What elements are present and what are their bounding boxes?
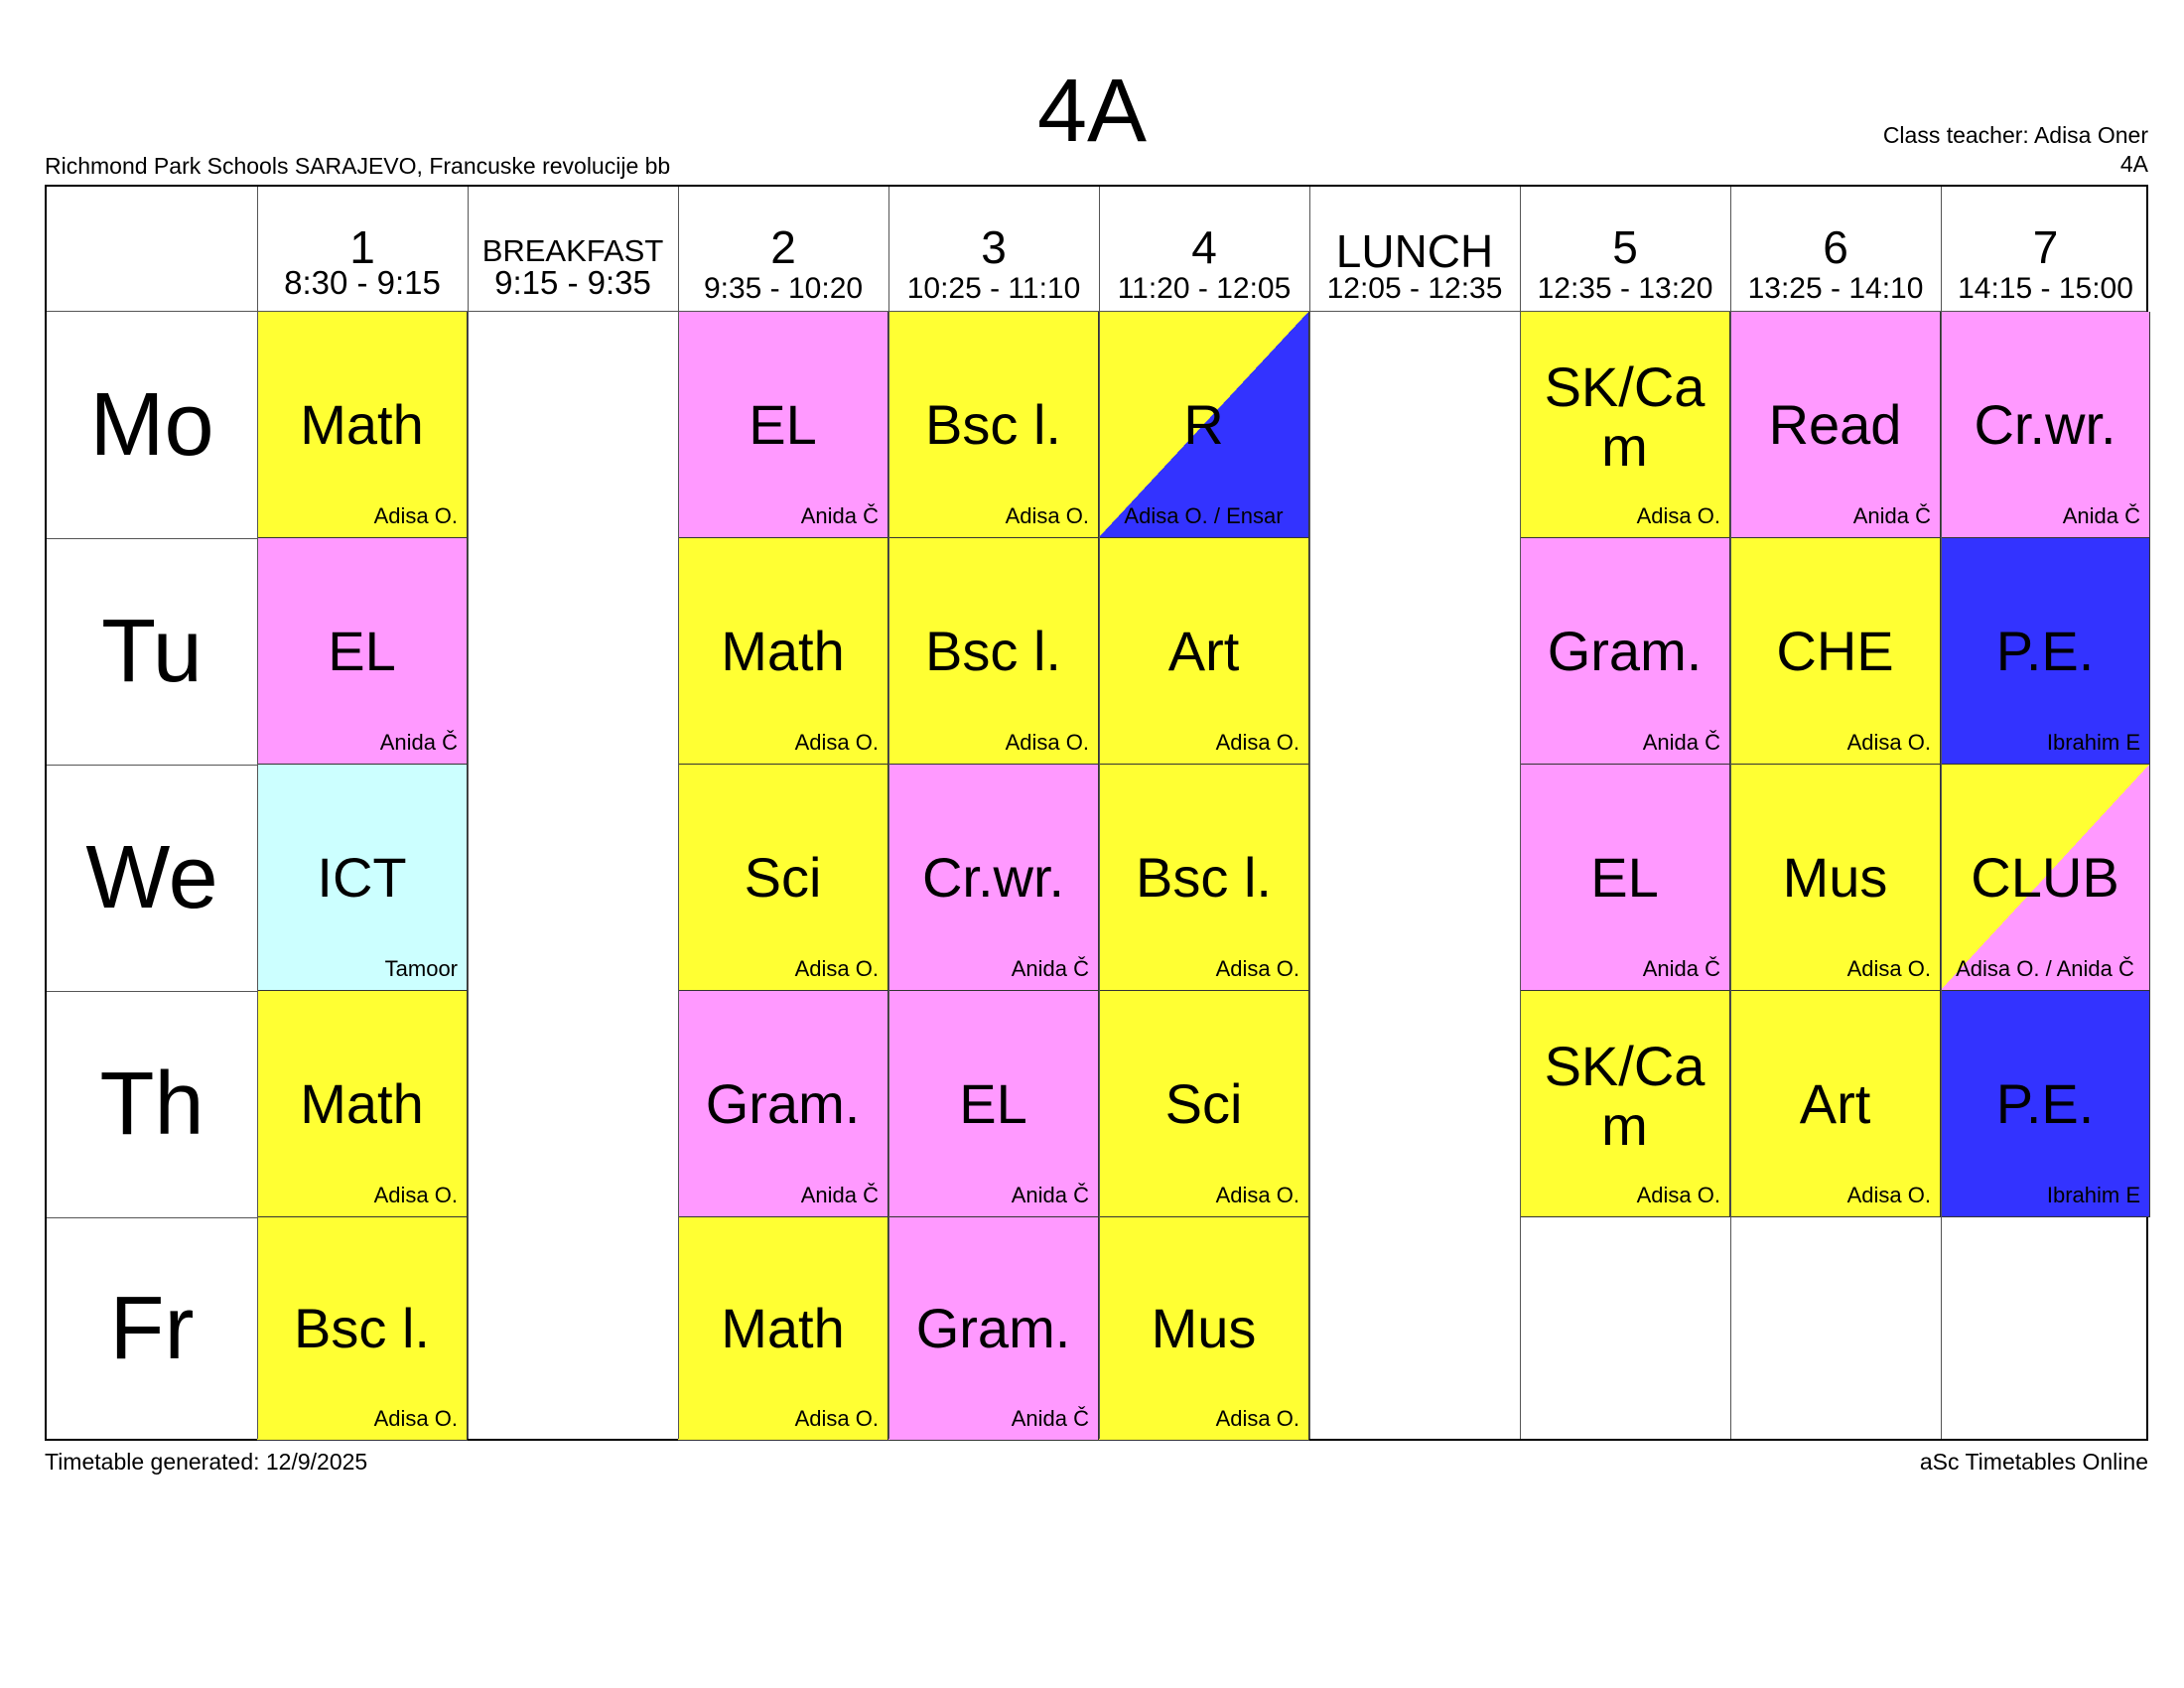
lesson-teacher: Anida Č [2062, 503, 2140, 528]
row-divider [47, 538, 257, 539]
lesson-teacher: Adisa O. [1636, 503, 1720, 528]
day-label-th: Th [99, 1054, 205, 1154]
lesson-subject: Sci [1164, 1071, 1243, 1135]
lesson-card[interactable] [1730, 991, 1941, 1217]
period-number: BREAKFAST [481, 233, 664, 268]
lesson-subject: EL [959, 1071, 1027, 1135]
lesson-teacher: Adisa O. [373, 1183, 458, 1207]
period-header-6 [1730, 187, 1941, 311]
row-divider [47, 991, 257, 992]
lesson-subject: Bsc l. [1136, 845, 1272, 909]
lesson-card[interactable] [257, 538, 468, 765]
lesson-teacher: Adisa O. [373, 1406, 458, 1431]
lesson-card[interactable] [678, 1217, 888, 1441]
lesson-teacher: Anida Č [800, 503, 879, 528]
lesson-card[interactable] [1941, 991, 2150, 1217]
lesson-teacher: Adisa O. [1005, 730, 1089, 755]
lesson-card[interactable] [1520, 765, 1730, 991]
period-header-2 [678, 187, 888, 311]
lesson-teacher: Adisa O. [794, 956, 879, 981]
lesson-card[interactable] [1099, 538, 1309, 765]
class-teacher: Class teacher: Adisa Oner [1882, 122, 2148, 148]
lesson-teacher: Adisa O. [1846, 956, 1931, 981]
lesson-subject: Math [721, 1297, 845, 1359]
lesson-teacher: Adisa O. [1215, 1183, 1299, 1207]
period-number: 3 [981, 221, 1007, 273]
lesson-teacher: Anida Č [1642, 730, 1720, 755]
day-label-we: We [85, 827, 218, 927]
lesson-teacher: Anida Č [1011, 1183, 1089, 1207]
header-divider [47, 311, 2146, 312]
lesson-subject: SK/Ca m [1544, 354, 1706, 478]
lesson-card[interactable] [1730, 312, 1941, 538]
lesson-card[interactable] [257, 991, 468, 1217]
period-header-3 [888, 187, 1099, 311]
lesson-subject: Read [1768, 392, 1902, 456]
period-time: 9:15 - 9:35 [494, 264, 651, 301]
period-number: 2 [770, 221, 796, 273]
column-divider [1099, 187, 1100, 1439]
period-number: LUNCH [1335, 225, 1494, 277]
lesson-teacher: Adisa O. [794, 730, 879, 755]
lesson-subject: Bsc l. [925, 392, 1061, 456]
period-header-breakfast [468, 187, 678, 311]
lesson-teacher: Adisa O. [1215, 956, 1299, 981]
lesson-card-split[interactable] [1941, 765, 2150, 991]
class-teacher-info [1883, 121, 2148, 179]
column-divider [1309, 187, 1310, 1439]
period-number: 4 [1191, 221, 1217, 273]
lesson-teacher: Anida Č [1852, 503, 1931, 528]
day-label-tu: Tu [101, 601, 203, 701]
lesson-subject: Math [721, 619, 845, 682]
lesson-teacher: Anida Č [800, 1183, 879, 1207]
lesson-teacher: Adisa O. [794, 1406, 879, 1431]
period-time: 12:05 - 12:35 [1326, 272, 1503, 305]
lesson-teacher: Adisa O. [1215, 730, 1299, 755]
lesson-teacher: Adisa O. [373, 503, 458, 528]
lesson-card[interactable] [257, 765, 468, 991]
lesson-subject: CHE [1776, 619, 1894, 682]
lesson-subject: ICT [317, 845, 407, 909]
lesson-card[interactable] [678, 312, 888, 538]
lesson-card[interactable] [888, 538, 1099, 765]
lesson-subject: Cr.wr. [921, 845, 1065, 909]
column-divider [1520, 187, 1521, 1439]
period-number: 7 [2032, 221, 2059, 273]
lesson-teacher: Tamoor [384, 956, 458, 981]
period-header-lunch [1309, 187, 1520, 311]
class-title: 4A [1036, 62, 1148, 161]
lesson-card[interactable] [678, 538, 888, 765]
lesson-teacher: Adisa O. / Ensar [1124, 503, 1284, 528]
lesson-teacher: Ibrahim E [2046, 730, 2140, 755]
lesson-subject: R [1183, 392, 1224, 456]
column-divider [1730, 187, 1731, 1439]
lesson-subject: EL [328, 619, 396, 682]
column-divider [1941, 187, 1942, 1439]
lesson-teacher: Adisa O. / Anida Č [1956, 956, 2134, 981]
period-header-4 [1099, 187, 1309, 311]
day-label-fr: Fr [109, 1279, 195, 1378]
generated-date: Timetable generated: 12/9/2025 [45, 1449, 368, 1475]
period-time: 14:15 - 15:00 [1958, 272, 2133, 305]
column-divider [468, 187, 469, 1439]
lesson-card[interactable] [888, 1217, 1099, 1441]
lesson-teacher: Adisa O. [1215, 1406, 1299, 1431]
lesson-subject: P.E. [1995, 619, 2095, 682]
lesson-teacher: Anida Č [1011, 956, 1089, 981]
lesson-subject: P.E. [1995, 1071, 2095, 1135]
lesson-teacher: Anida Č [1642, 956, 1720, 981]
lesson-card[interactable] [1730, 765, 1941, 991]
lesson-subject: Gram. [1547, 619, 1703, 682]
class-name: 4A [2119, 151, 2148, 177]
column-divider [888, 187, 889, 1439]
lesson-card[interactable] [1730, 538, 1941, 765]
lesson-card[interactable] [1099, 991, 1309, 1217]
lesson-card[interactable] [1520, 538, 1730, 765]
lesson-teacher: Adisa O. [1846, 1183, 1931, 1207]
lesson-subject: Art [1167, 619, 1240, 682]
lesson-card[interactable] [1099, 765, 1309, 991]
period-number: 1 [349, 221, 375, 273]
row-divider [47, 765, 257, 766]
column-divider [257, 187, 258, 1439]
lesson-subject: Mus [1151, 1297, 1257, 1359]
lesson-card[interactable] [257, 1217, 468, 1441]
lesson-teacher: Adisa O. [1005, 503, 1089, 528]
lesson-card-split[interactable] [1099, 312, 1309, 538]
lesson-card[interactable] [1520, 991, 1730, 1217]
school-name: Richmond Park Schools SARAJEVO, Francuske revolucije bb [45, 153, 671, 179]
lesson-card[interactable] [257, 312, 468, 538]
period-time: 12:35 - 13:20 [1537, 272, 1713, 305]
period-time: 13:25 - 14:10 [1747, 272, 1924, 305]
lesson-subject: Sci [744, 845, 822, 909]
row-divider [47, 1217, 257, 1218]
period-time: 9:35 - 10:20 [703, 272, 864, 305]
lesson-subject: EL [1590, 845, 1659, 909]
lesson-card[interactable] [678, 765, 888, 991]
period-time: 11:20 - 12:05 [1117, 272, 1292, 305]
period-time: 10:25 - 11:10 [906, 272, 1081, 305]
lesson-teacher: Anida Č [1011, 1406, 1089, 1431]
lesson-card[interactable] [1099, 1217, 1309, 1441]
column-divider [678, 187, 679, 1439]
lesson-teacher: Ibrahim E [2046, 1183, 2140, 1207]
period-header-1 [257, 187, 468, 311]
lesson-card[interactable] [888, 991, 1099, 1217]
lesson-card[interactable] [888, 312, 1099, 538]
lesson-subject: Math [300, 1071, 424, 1135]
brand-label: aSc Timetables Online [1919, 1449, 2148, 1475]
lesson-card[interactable] [1520, 312, 1730, 538]
period-time: 8:30 - 9:15 [284, 264, 441, 301]
lesson-subject: Mus [1782, 845, 1888, 909]
lesson-subject: Gram. [915, 1297, 1071, 1359]
lesson-card[interactable] [888, 765, 1099, 991]
lesson-card[interactable] [1941, 538, 2150, 765]
day-label-mo: Mo [89, 374, 214, 475]
lesson-subject: Bsc l. [925, 619, 1061, 682]
lesson-teacher: Adisa O. [1636, 1183, 1720, 1207]
lesson-teacher: Anida Č [379, 730, 458, 755]
lesson-card[interactable] [1941, 312, 2150, 538]
lesson-subject: SK/Ca m [1544, 1034, 1706, 1157]
period-header-7 [1941, 187, 2150, 311]
timetable-grid [45, 185, 2148, 1441]
period-number: 6 [1823, 221, 1848, 273]
period-header-5 [1520, 187, 1730, 311]
lesson-subject: Art [1799, 1071, 1871, 1135]
lesson-card[interactable] [678, 991, 888, 1217]
lesson-subject: Gram. [705, 1071, 861, 1135]
period-number: 5 [1612, 221, 1638, 273]
lesson-subject: CLUB [1971, 845, 2119, 909]
lesson-subject: Bsc l. [294, 1297, 430, 1359]
lesson-subject: EL [749, 392, 817, 456]
lesson-subject: Math [300, 392, 424, 456]
lesson-teacher: Adisa O. [1846, 730, 1931, 755]
lesson-subject: Cr.wr. [1974, 392, 2116, 456]
